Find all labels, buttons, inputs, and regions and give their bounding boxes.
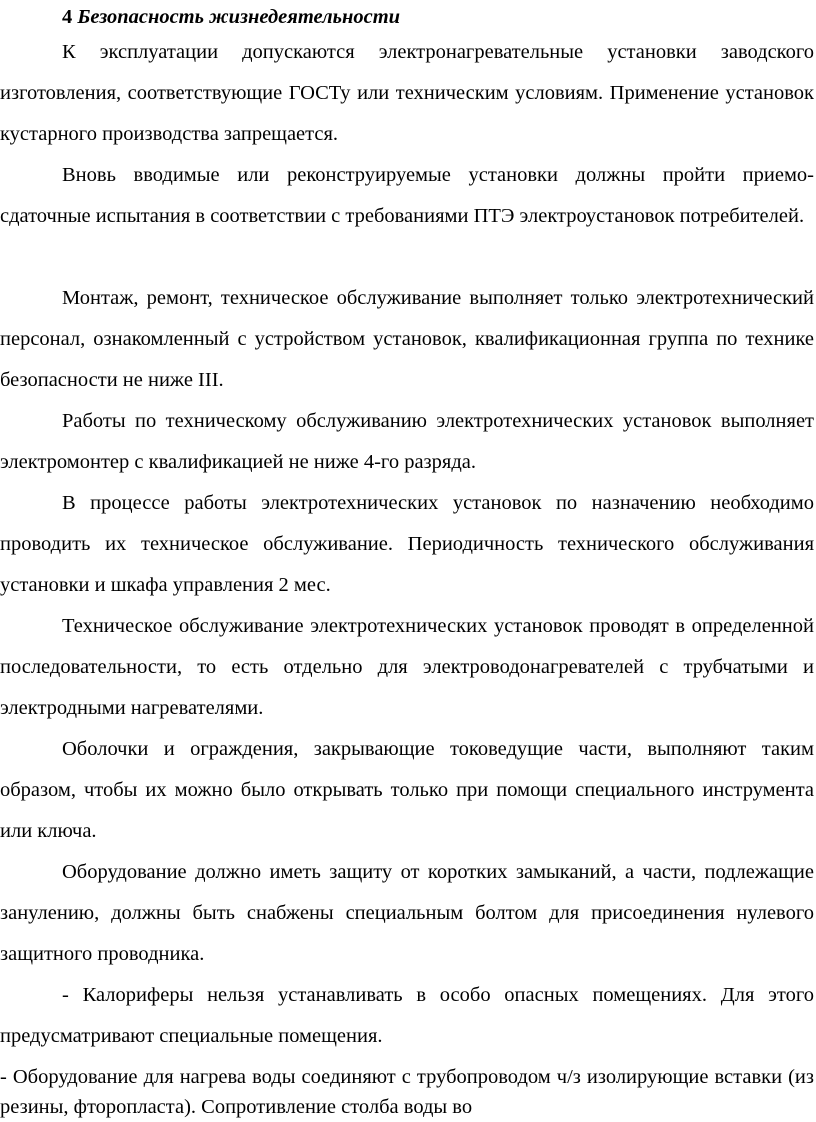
paragraph-water-heating: - Оборудование для нагрева воды соединяют с трубопроводом ч/з изолирующие вставки (из резины, фторопласта). Сопротивление столба воды во (0, 1066, 814, 1118)
section-title: Безопасность жизнедеятельности (77, 6, 401, 28)
section-heading (62, 4, 400, 30)
paragraph-admission: К эксплуатации допускаются электронагревательные установки заводского изготовления, соответствующие ГОСТу или техническим условиям. Применение установок кустарного производства запрещается. (0, 41, 814, 145)
paragraph-maintenance-order: Техническое обслуживание электротехнических установок проводят в определенной последовательности, то есть отдельно для электроводонагревателей с трубчатыми и электродными нагревателями. (0, 615, 814, 719)
paragraph-electrician-grade: Работы по техническому обслуживанию электротехнических установок выполняет электромонтер с квалификацией не ниже 4-го разряда. (0, 410, 814, 473)
paragraph-personnel: Монтаж, ремонт, техническое обслуживание выполняет только электротехнический персонал, ознакомленный с устройством установок, квалификационная группа по технике безопасности не ниже III. (0, 287, 814, 391)
paragraph-short-circuit: Оборудование должно иметь защиту от коротких замыканий, а части, подлежащие занулению, должны быть снабжены специальным болтом для присоединения нулевого защитного проводника. (0, 861, 814, 965)
paragraph-heaters-rooms: - Калориферы нельзя устанавливать в особо опасных помещениях. Для этого предусматривают специальные помещения. (0, 984, 814, 1047)
paragraph-enclosures: Оболочки и ограждения, закрывающие токоведущие части, выполняют таким образом, чтобы их можно было открывать только при помощи специального инструмента или ключа. (0, 738, 814, 842)
paragraph-maintenance-period: В процессе работы электротехнических установок по назначению необходимо проводить их техническое обслуживание. Периодичность технического обслуживания установки и шкафа управления 2 мес. (0, 492, 814, 596)
section-number: 4 (62, 6, 73, 28)
paragraph-acceptance-tests: Вновь вводимые или реконструируемые установки должны пройти приемо-сдаточные испытания в соответствии с требованиями ПТЭ электроустановок потребителей. (0, 164, 814, 227)
